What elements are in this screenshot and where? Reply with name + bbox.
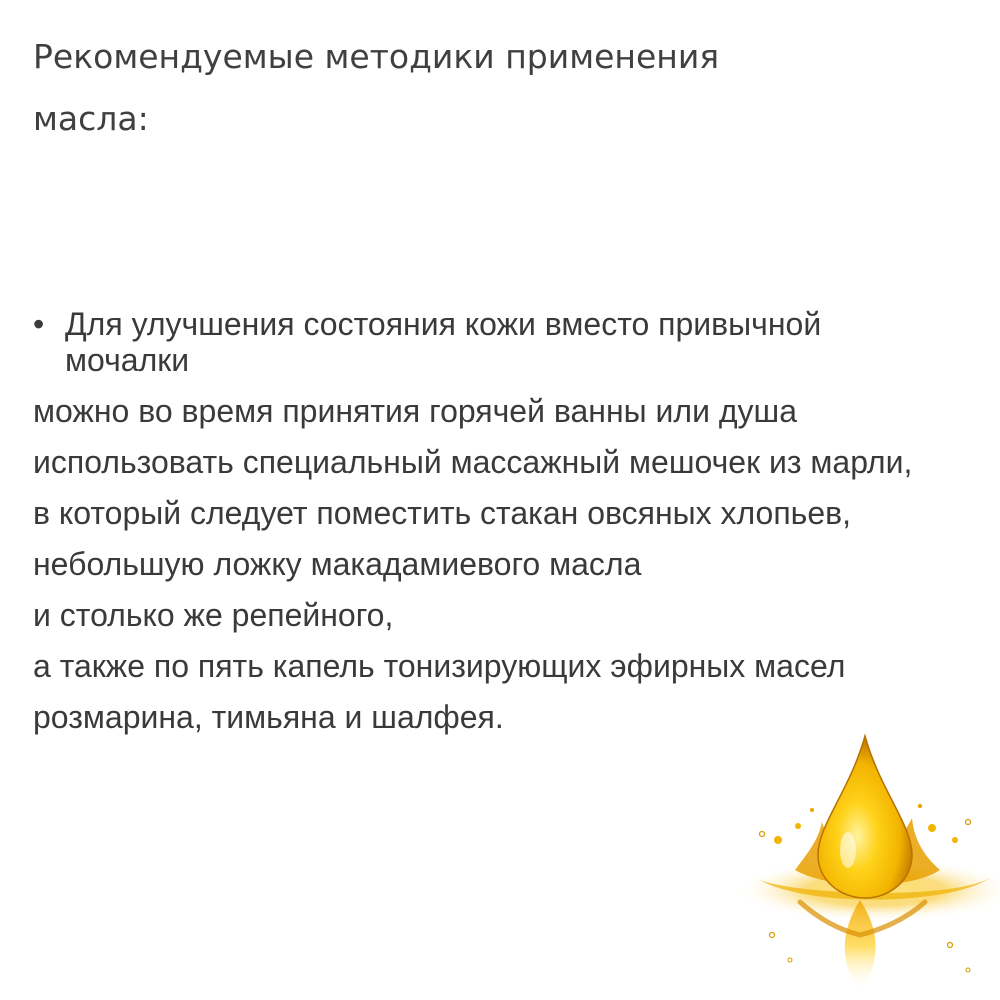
slide-title — [33, 26, 933, 150]
oil-drop-splash-icon — [700, 730, 1000, 1000]
slide-title-line-1: Рекомендуемые методики применения — [33, 37, 720, 76]
paragraph-2: использовать специальный массажный мешочек из марли, — [33, 444, 913, 480]
bullet-item — [33, 306, 953, 378]
paragraph-7: розмарина, тимьяна и шалфея. — [33, 699, 504, 735]
slide-body — [33, 306, 953, 735]
bullet-mark: • — [33, 306, 45, 342]
paragraph-5: и столько же репейного, — [33, 597, 394, 633]
paragraph-3: в который следует поместить стакан овсяных хлопьев, — [33, 495, 852, 531]
paragraph-4: небольшую ложку макадамиевого масла — [33, 546, 642, 582]
slide-title-line-2: масла: — [33, 99, 149, 138]
paragraph-6: а также по пять капель тонизирующих эфирных масел — [33, 648, 846, 684]
bullet-text: Для улучшения состояния кожи вместо привычной мочалки — [65, 306, 822, 378]
paragraph-1: можно во время принятия горячей ванны или душа — [33, 393, 797, 429]
